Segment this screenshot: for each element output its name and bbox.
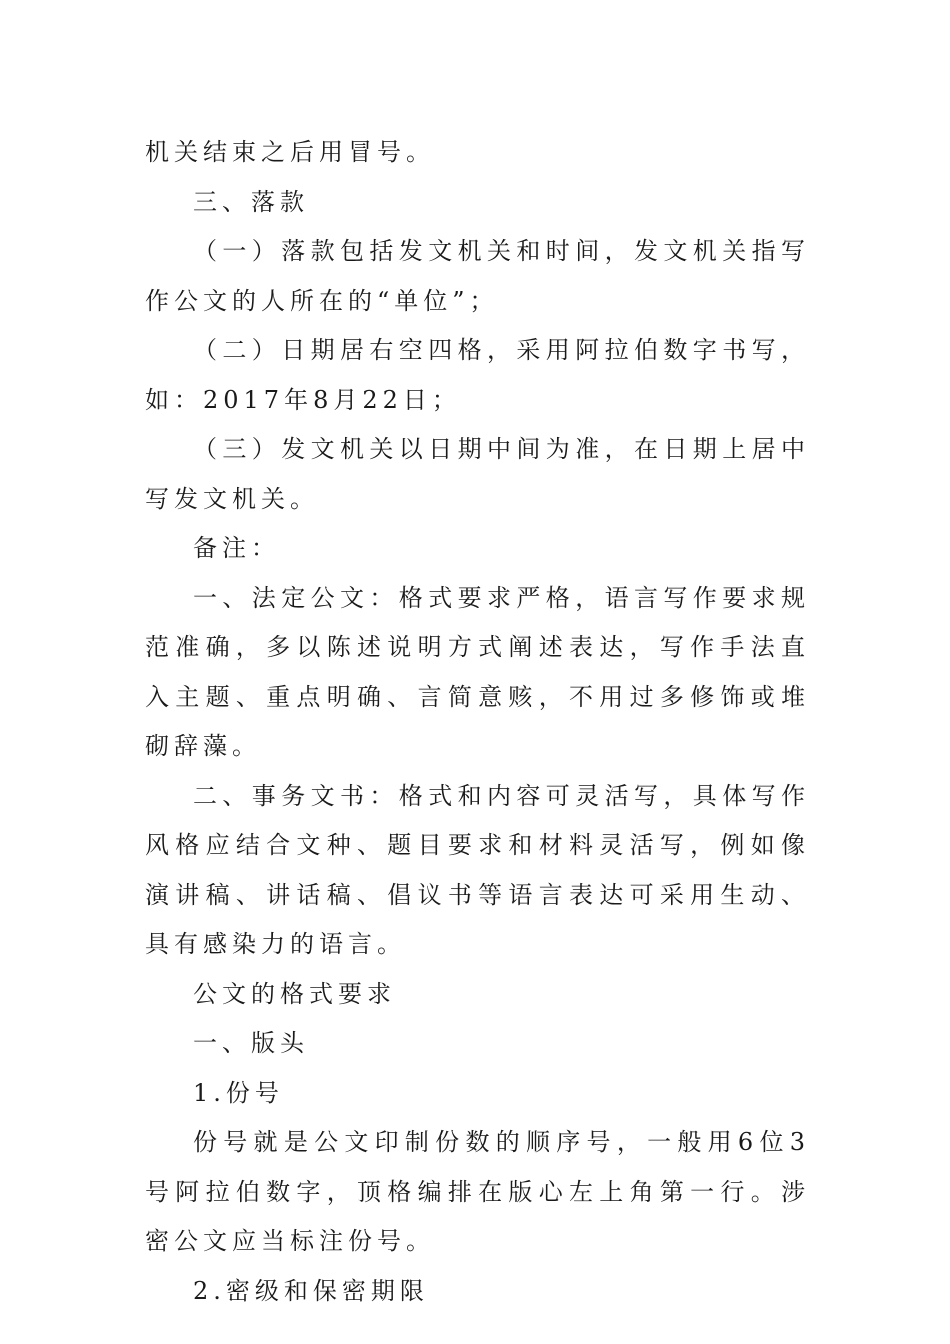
paragraph-continuation: 机关结束之后用冒号。 <box>145 138 435 166</box>
paragraph-signature-item-2: （二）日期居右空四格，采用阿拉伯数字书写，如：2017年8月22日； <box>145 336 810 414</box>
paragraph-note-2: 二、事务文书：格式和内容可灵活写，具体写作风格应结合文种、题目要求和材料灵活写，例如像演讲稿、讲话稿、倡议书等语言表达可采用生动、具有感染力的语言。 <box>145 781 810 958</box>
section-title-format-requirements: 公文的格式要求 <box>193 979 396 1008</box>
section-heading-header: 一、版头 <box>193 1029 309 1057</box>
paragraph-signature-item-3: （三）发文机关以日期中间为准，在日期上居中写发文机关。 <box>145 435 810 513</box>
paragraph-note-1: 一、法定公文：格式要求严格，语言写作要求规范准确，多以陈述说明方式阐述表达，写作手法直入主题、重点明确、言简意赅，不用过多修饰或堆砌辞藻。 <box>145 583 810 760</box>
subheading-classification: 2.密级和保密期限 <box>193 1276 429 1305</box>
subheading-copy-number: 1.份号 <box>193 1078 284 1107</box>
section-heading-signature: 三、落款 <box>193 187 309 216</box>
paragraph-signature-item-1: （一）落款包括发文机关和时间，发文机关指写作公文的人所在的“单位”； <box>145 237 810 315</box>
paragraph-copy-number: 份号就是公文印制份数的顺序号，一般用6位3号阿拉伯数字，顶格编排在版心左上角第一行。涉密公文应当标注份号。 <box>145 1128 810 1255</box>
document-body <box>145 128 810 1316</box>
notes-heading: 备注： <box>193 534 280 562</box>
